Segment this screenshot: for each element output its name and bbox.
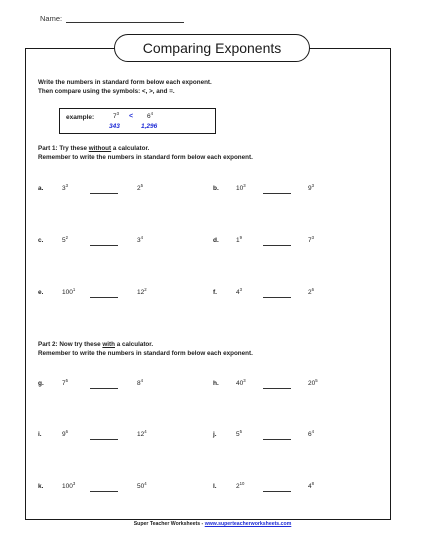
footer-separator: - <box>200 521 205 527</box>
name-write-line[interactable] <box>66 15 184 23</box>
example-right-expression: $6^4$ <box>147 111 154 120</box>
part1-emphasis: without <box>88 145 112 152</box>
problem-left-expression: $10^3$ <box>236 183 246 192</box>
problem-label: e. <box>38 289 44 296</box>
example-label: example: <box>66 114 95 121</box>
problem-right-expression: $50^4$ <box>137 481 147 490</box>
example-right-answer: 1,296 <box>141 123 158 130</box>
problem-label: l. <box>213 483 217 490</box>
answer-blank[interactable] <box>90 193 118 194</box>
part2-title: Part 2: Now try these with a calculator. <box>38 341 154 348</box>
answer-blank[interactable] <box>90 388 118 389</box>
problem-right-expression: $9^3$ <box>308 183 315 192</box>
footer-url-link[interactable]: www.superteacherworksheets.com <box>204 521 292 527</box>
problem-left-expression: $5^2$ <box>62 235 69 244</box>
page-title: Comparing Exponents <box>142 40 282 56</box>
problem-right-expression: $2^5$ <box>137 183 144 192</box>
footer <box>0 521 425 527</box>
answer-blank[interactable] <box>263 439 291 440</box>
problem-right-expression: $8^4$ <box>137 378 144 387</box>
problem-right-expression: $7^3$ <box>308 235 315 244</box>
problem-right-expression: $12^4$ <box>137 429 147 438</box>
footer-brand: Super Teacher Worksheets <box>133 521 201 527</box>
answer-blank[interactable] <box>90 245 118 246</box>
problem-label: g. <box>38 380 44 387</box>
part1-reminder: Remember to write the numbers in standard form below each exponent. <box>38 154 253 161</box>
problem-label: i. <box>38 431 42 438</box>
part2-emphasis: with <box>102 341 115 348</box>
problem-label: a. <box>38 185 44 192</box>
problem-label: b. <box>213 185 219 192</box>
answer-blank[interactable] <box>263 297 291 298</box>
problem-left-expression: $9^6$ <box>62 429 69 438</box>
answer-blank[interactable] <box>263 245 291 246</box>
problem-label: c. <box>38 237 44 244</box>
problem-left-expression: $100^1$ <box>62 287 76 296</box>
answer-blank[interactable] <box>90 297 118 298</box>
problem-right-expression: $4^8$ <box>308 481 315 490</box>
problem-right-expression: $6^4$ <box>308 429 315 438</box>
title-banner <box>114 34 310 62</box>
problem-left-expression: $3^3$ <box>62 183 69 192</box>
example-left-expression: $7^3$ <box>113 111 120 120</box>
problem-label: h. <box>213 380 219 387</box>
instruction-line-2: Then compare using the symbols: <, >, and =. <box>38 88 175 95</box>
problem-right-expression: $3^4$ <box>137 235 144 244</box>
part1-title: Part 1: Try these without a calculator. <box>38 145 150 152</box>
name-row <box>40 14 184 23</box>
problem-right-expression: $20^5$ <box>308 378 318 387</box>
problem-left-expression: $100^3$ <box>62 481 76 490</box>
answer-blank[interactable] <box>263 491 291 492</box>
problem-label: j. <box>213 431 217 438</box>
name-label: Name: <box>40 14 63 23</box>
example-compare-symbol: < <box>129 113 134 120</box>
problem-label: d. <box>213 237 219 244</box>
answer-blank[interactable] <box>263 388 291 389</box>
part2-reminder: Remember to write the numbers in standard form below each exponent. <box>38 350 253 357</box>
instruction-line-1: Write the numbers in standard form below each exponent. <box>38 79 212 86</box>
example-left-answer: 343 <box>109 123 120 130</box>
problem-left-expression: $1^9$ <box>236 235 243 244</box>
problem-label: f. <box>213 289 217 296</box>
answer-blank[interactable] <box>263 193 291 194</box>
example-box <box>59 108 216 134</box>
problem-label: k. <box>38 483 44 490</box>
problem-right-expression: $12^2$ <box>137 287 147 296</box>
problem-right-expression: $2^6$ <box>308 287 315 296</box>
problem-left-expression: $40^3$ <box>236 378 246 387</box>
answer-blank[interactable] <box>90 491 118 492</box>
problem-left-expression: $2^{10}$ <box>236 481 245 490</box>
problem-left-expression: $5^5$ <box>236 429 243 438</box>
problem-left-expression: $4^3$ <box>236 287 243 296</box>
answer-blank[interactable] <box>90 439 118 440</box>
problem-left-expression: $7^5$ <box>62 378 69 387</box>
